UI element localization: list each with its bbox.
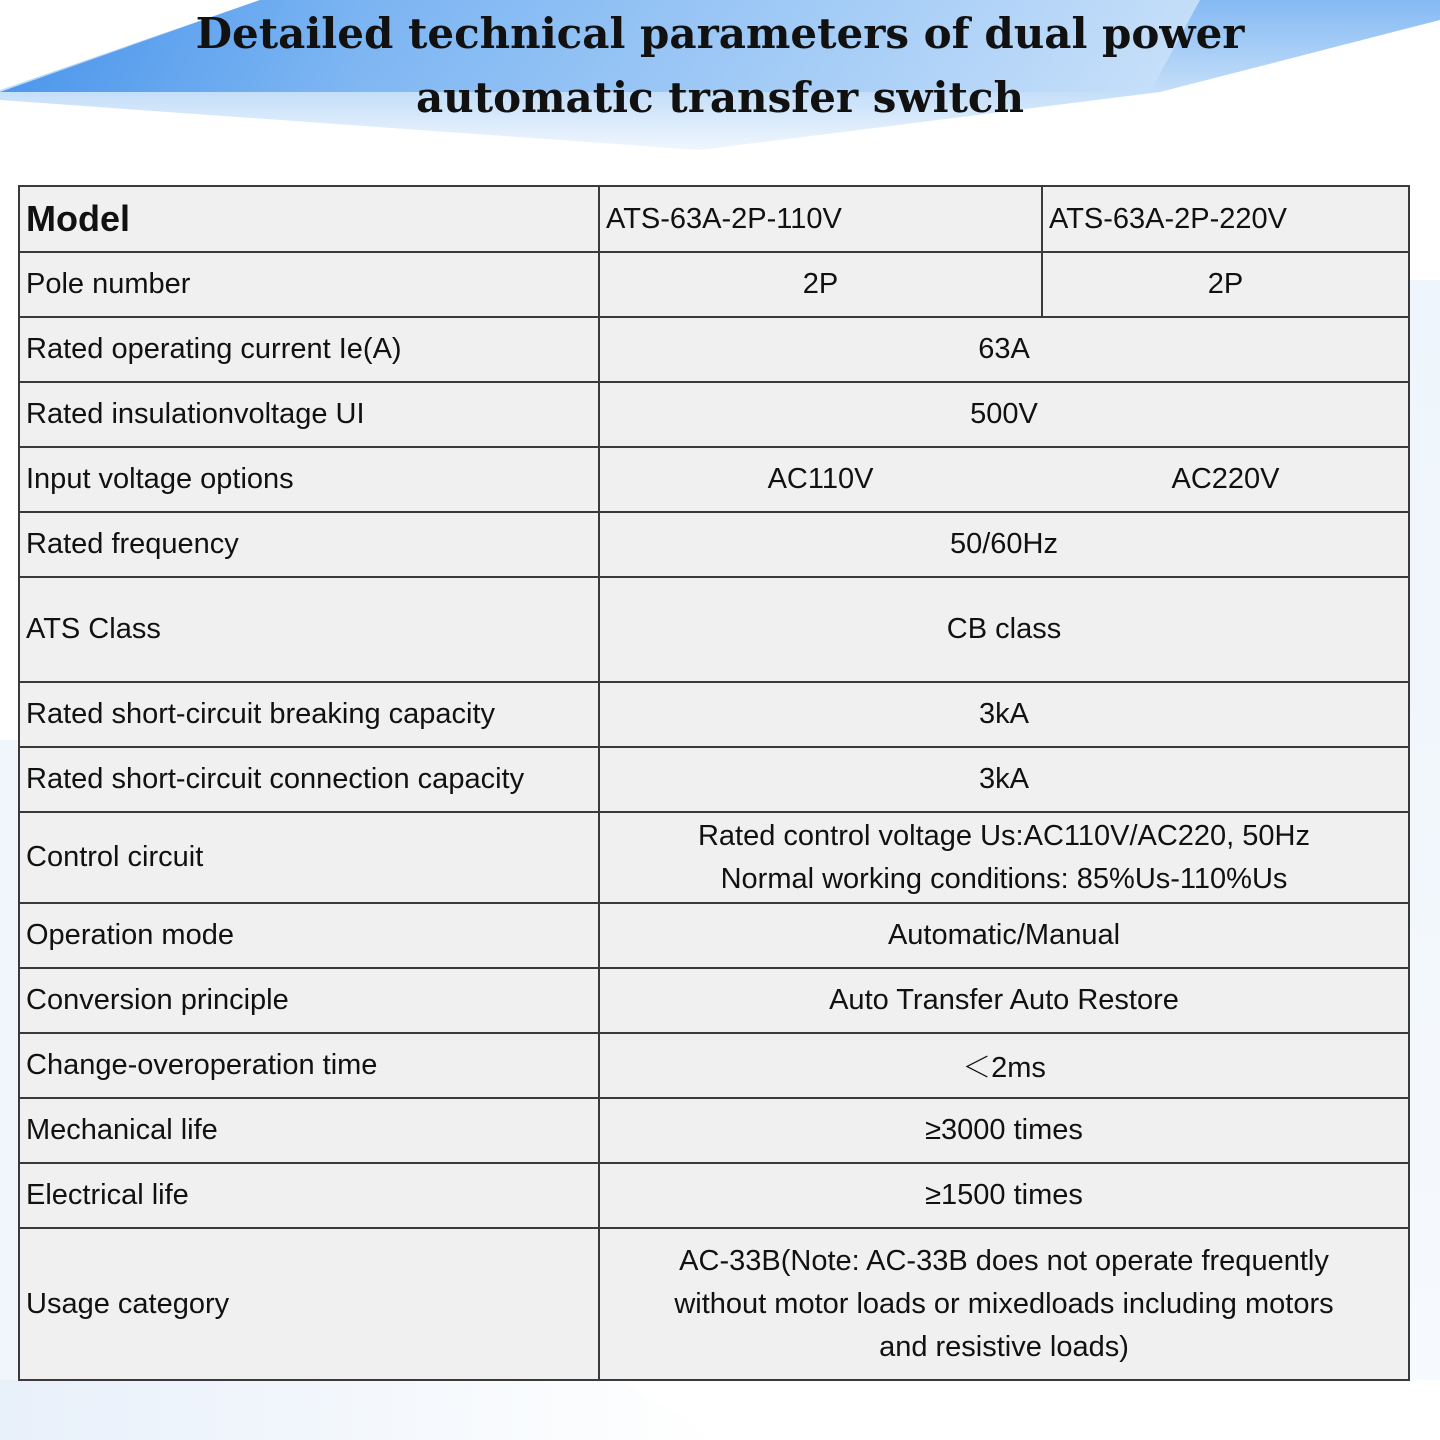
table-row-pole (19, 252, 1409, 317)
side-decoration (1408, 280, 1440, 1380)
ats-class-label: ATS Class (19, 577, 599, 682)
table-row-usage (19, 1228, 1409, 1380)
pole-label: Pole number (19, 252, 599, 317)
model-label: Model (19, 186, 599, 252)
bottom-decoration (0, 1380, 720, 1440)
breaking-value: 3kA (599, 682, 1409, 747)
table-row-model (19, 186, 1409, 252)
table-row-ats-class (19, 577, 1409, 682)
table-row-breaking (19, 682, 1409, 747)
control-value (599, 812, 1409, 903)
connection-label: Rated short-circuit connection capacity (19, 747, 599, 812)
usage-line-2: without motor loads or mixedloads including motors (674, 1287, 1334, 1320)
mechanical-life-value: ≥3000 times (599, 1098, 1409, 1163)
table-row-control (19, 812, 1409, 903)
spec-table (18, 185, 1410, 1381)
control-line-2: Normal working conditions: 85%Us-110%Us (720, 862, 1288, 895)
control-line-1: Rated control voltage Us:AC110V/AC220, 50Hz (697, 819, 1311, 852)
table-row-input (19, 447, 1409, 512)
operation-label: Operation mode (19, 903, 599, 968)
title-line-1: Detailed technical parameters of dual power (195, 9, 1245, 58)
conversion-label: Conversion principle (19, 968, 599, 1033)
left-decoration (0, 740, 18, 1380)
input-a-value: AC110V (599, 447, 1042, 512)
table-row-frequency (19, 512, 1409, 577)
connection-value: 3kA (599, 747, 1409, 812)
frequency-label: Rated frequency (19, 512, 599, 577)
table-row-mechanical (19, 1098, 1409, 1163)
table-row-operation (19, 903, 1409, 968)
table-row-connection (19, 747, 1409, 812)
insulation-value: 500V (599, 382, 1409, 447)
current-label: Rated operating current Ie(A) (19, 317, 599, 382)
electrical-life-value: ≥1500 times (599, 1163, 1409, 1228)
model-a-value: ATS-63A-2P-110V (599, 186, 1042, 252)
table-row-electrical (19, 1163, 1409, 1228)
table-row-changeover (19, 1033, 1409, 1098)
title-line-2: automatic transfer switch (415, 73, 1025, 122)
pole-b-value: 2P (1042, 252, 1409, 317)
page-title (0, 2, 1440, 130)
current-value: 63A (599, 317, 1409, 382)
table-row-insulation (19, 382, 1409, 447)
frequency-value: 50/60Hz (599, 512, 1409, 577)
control-label: Control circuit (19, 812, 599, 903)
usage-label: Usage category (19, 1228, 599, 1380)
mechanical-life-label: Mechanical life (19, 1098, 599, 1163)
electrical-life-label: Electrical life (19, 1163, 599, 1228)
input-b-value: AC220V (1042, 447, 1409, 512)
usage-value (599, 1228, 1409, 1380)
ats-class-value: CB class (599, 577, 1409, 682)
input-label: Input voltage options (19, 447, 599, 512)
table-row-current (19, 317, 1409, 382)
usage-line-3: and resistive loads) (879, 1330, 1129, 1363)
operation-value: Automatic/Manual (599, 903, 1409, 968)
table-row-conversion (19, 968, 1409, 1033)
changeover-value: ＜2ms (599, 1033, 1409, 1098)
conversion-value: Auto Transfer Auto Restore (599, 968, 1409, 1033)
pole-a-value: 2P (599, 252, 1042, 317)
insulation-label: Rated insulationvoltage UI (19, 382, 599, 447)
breaking-label: Rated short-circuit breaking capacity (19, 682, 599, 747)
changeover-label: Change-overoperation time (19, 1033, 599, 1098)
model-b-value: ATS-63A-2P-220V (1042, 186, 1409, 252)
usage-line-1: AC-33B(Note: AC-33B does not operate frequently (679, 1244, 1329, 1277)
